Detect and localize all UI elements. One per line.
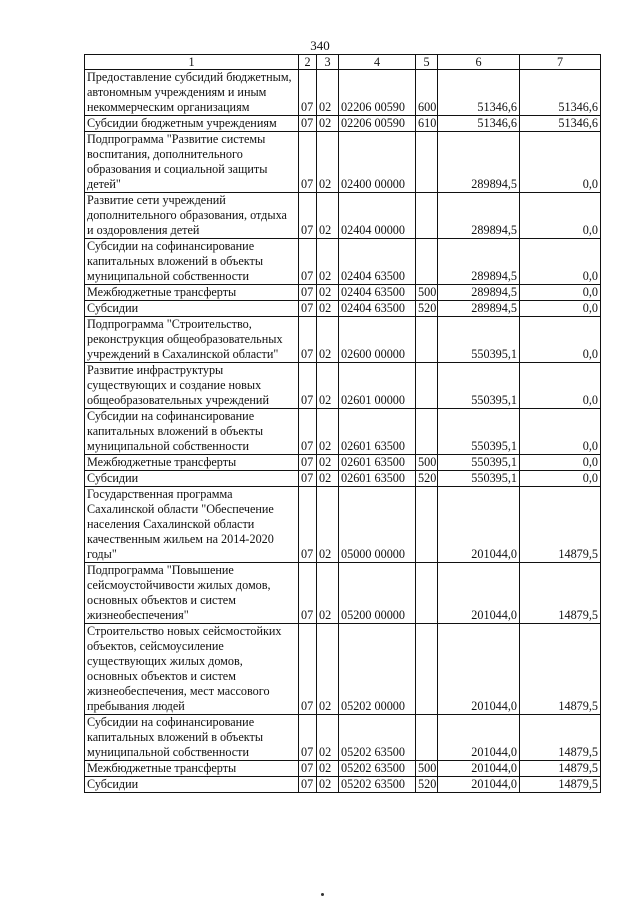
- item-name-cell: Государственная программа Сахалинской области "Обеспечение населения Сахалинской области качественным жильем на 2014-2020 годы": [85, 487, 299, 563]
- amount-col6-cell: 550395,1: [438, 317, 520, 363]
- table-row: [85, 455, 601, 471]
- target-item-code-cell: 05202 63500: [339, 761, 416, 777]
- subsection-code-cell: 02: [317, 563, 339, 624]
- amount-col7-cell: 0,0: [520, 317, 601, 363]
- amount-col7-cell: 0,0: [520, 285, 601, 301]
- amount-col7-cell: 0,0: [520, 239, 601, 285]
- table-row: [85, 301, 601, 317]
- subsection-code-cell: 02: [317, 193, 339, 239]
- column-header-1: 1: [85, 55, 299, 70]
- item-name-cell: Субсидии: [85, 301, 299, 317]
- table-row: [85, 761, 601, 777]
- expense-type-code-cell: [416, 239, 438, 285]
- amount-col6-cell: 550395,1: [438, 363, 520, 409]
- target-item-code-cell: 02601 63500: [339, 471, 416, 487]
- target-item-code-cell: 02206 00590: [339, 70, 416, 116]
- subsection-code-cell: 02: [317, 239, 339, 285]
- column-header-3: 3: [317, 55, 339, 70]
- section-code-cell: 07: [299, 455, 317, 471]
- expense-type-code-cell: [416, 624, 438, 715]
- subsection-code-cell: 02: [317, 317, 339, 363]
- expense-type-code-cell: [416, 409, 438, 455]
- expense-type-code-cell: 500: [416, 455, 438, 471]
- column-header-2: 2: [299, 55, 317, 70]
- item-name-cell: Подпрограмма "Строительство, реконструкция общеобразовательных учреждений в Сахалинской области": [85, 317, 299, 363]
- amount-col7-cell: 14879,5: [520, 624, 601, 715]
- item-name-cell: Субсидии бюджетным учреждениям: [85, 116, 299, 132]
- target-item-code-cell: 02601 63500: [339, 455, 416, 471]
- expense-type-code-cell: 610: [416, 116, 438, 132]
- section-code-cell: 07: [299, 409, 317, 455]
- section-code-cell: 07: [299, 285, 317, 301]
- table-row: [85, 239, 601, 285]
- target-item-code-cell: 02400 00000: [339, 132, 416, 193]
- section-code-cell: 07: [299, 471, 317, 487]
- subsection-code-cell: 02: [317, 715, 339, 761]
- section-code-cell: 07: [299, 715, 317, 761]
- subsection-code-cell: 02: [317, 777, 339, 793]
- expense-type-code-cell: [416, 132, 438, 193]
- amount-col6-cell: 201044,0: [438, 715, 520, 761]
- amount-col6-cell: 51346,6: [438, 116, 520, 132]
- amount-col6-cell: 201044,0: [438, 487, 520, 563]
- budget-table: [84, 54, 601, 793]
- amount-col7-cell: 0,0: [520, 363, 601, 409]
- subsection-code-cell: 02: [317, 487, 339, 563]
- subsection-code-cell: 02: [317, 624, 339, 715]
- amount-col6-cell: 201044,0: [438, 624, 520, 715]
- target-item-code-cell: 05200 00000: [339, 563, 416, 624]
- section-code-cell: 07: [299, 317, 317, 363]
- subsection-code-cell: 02: [317, 116, 339, 132]
- amount-col6-cell: 289894,5: [438, 239, 520, 285]
- table-row: [85, 193, 601, 239]
- expense-type-code-cell: [416, 317, 438, 363]
- amount-col7-cell: 0,0: [520, 193, 601, 239]
- amount-col7-cell: 0,0: [520, 301, 601, 317]
- table-row: [85, 624, 601, 715]
- amount-col7-cell: 14879,5: [520, 563, 601, 624]
- amount-col6-cell: 550395,1: [438, 455, 520, 471]
- item-name-cell: Предоставление субсидий бюджетным, автономным учреждениям и иным некоммерческим организациям: [85, 70, 299, 116]
- target-item-code-cell: 05202 00000: [339, 624, 416, 715]
- table-row: [85, 471, 601, 487]
- amount-col6-cell: 201044,0: [438, 777, 520, 793]
- expense-type-code-cell: [416, 193, 438, 239]
- expense-type-code-cell: 600: [416, 70, 438, 116]
- item-name-cell: Межбюджетные трансферты: [85, 761, 299, 777]
- subsection-code-cell: 02: [317, 70, 339, 116]
- column-header-4: 4: [339, 55, 416, 70]
- section-code-cell: 07: [299, 301, 317, 317]
- expense-type-code-cell: [416, 363, 438, 409]
- target-item-code-cell: 02206 00590: [339, 116, 416, 132]
- table-row: [85, 363, 601, 409]
- section-code-cell: 07: [299, 761, 317, 777]
- target-item-code-cell: 02601 00000: [339, 363, 416, 409]
- item-name-cell: Субсидии на софинансирование капитальных вложений в объекты муниципальной собственности: [85, 409, 299, 455]
- table-row: [85, 777, 601, 793]
- section-code-cell: 07: [299, 624, 317, 715]
- subsection-code-cell: 02: [317, 471, 339, 487]
- target-item-code-cell: 02404 63500: [339, 239, 416, 285]
- table-header-row: [85, 55, 601, 70]
- target-item-code-cell: 02600 00000: [339, 317, 416, 363]
- item-name-cell: Субсидии на софинансирование капитальных вложений в объекты муниципальной собственности: [85, 239, 299, 285]
- item-name-cell: Подпрограмма "Развитие системы воспитания, дополнительного образования и социальной защиты детей": [85, 132, 299, 193]
- table-row: [85, 116, 601, 132]
- subsection-code-cell: 02: [317, 363, 339, 409]
- amount-col6-cell: 201044,0: [438, 761, 520, 777]
- table-row: [85, 563, 601, 624]
- target-item-code-cell: 02404 63500: [339, 285, 416, 301]
- section-code-cell: 07: [299, 487, 317, 563]
- item-name-cell: Подпрограмма "Повышение сейсмоустойчивости жилых домов, основных объектов и систем жизнеобеспечения": [85, 563, 299, 624]
- item-name-cell: Субсидии на софинансирование капитальных вложений в объекты муниципальной собственности: [85, 715, 299, 761]
- target-item-code-cell: 02404 63500: [339, 301, 416, 317]
- expense-type-code-cell: 500: [416, 285, 438, 301]
- subsection-code-cell: 02: [317, 455, 339, 471]
- table-row: [85, 70, 601, 116]
- item-name-cell: Межбюджетные трансферты: [85, 285, 299, 301]
- amount-col7-cell: 0,0: [520, 132, 601, 193]
- target-item-code-cell: 05202 63500: [339, 777, 416, 793]
- expense-type-code-cell: 500: [416, 761, 438, 777]
- section-code-cell: 07: [299, 239, 317, 285]
- amount-col6-cell: 550395,1: [438, 409, 520, 455]
- item-name-cell: Развитие инфраструктуры существующих и создание новых общеобразовательных учреждений: [85, 363, 299, 409]
- subsection-code-cell: 02: [317, 409, 339, 455]
- section-code-cell: 07: [299, 132, 317, 193]
- column-header-7: 7: [520, 55, 601, 70]
- amount-col7-cell: 14879,5: [520, 777, 601, 793]
- section-code-cell: 07: [299, 116, 317, 132]
- section-code-cell: 07: [299, 193, 317, 239]
- table-row: [85, 285, 601, 301]
- column-header-5: 5: [416, 55, 438, 70]
- amount-col7-cell: 0,0: [520, 409, 601, 455]
- item-name-cell: Строительство новых сейсмостойких объектов, сейсмоусиление существующих жилых домов, основных объектов и систем жизнеобеспечения, мест массового пребывания людей: [85, 624, 299, 715]
- amount-col7-cell: 0,0: [520, 471, 601, 487]
- amount-col6-cell: 51346,6: [438, 70, 520, 116]
- amount-col6-cell: 289894,5: [438, 132, 520, 193]
- subsection-code-cell: 02: [317, 132, 339, 193]
- amount-col6-cell: 289894,5: [438, 193, 520, 239]
- section-code-cell: 07: [299, 777, 317, 793]
- item-name-cell: Развитие сети учреждений дополнительного образования, отдыха и оздоровления детей: [85, 193, 299, 239]
- subsection-code-cell: 02: [317, 301, 339, 317]
- table-row: [85, 715, 601, 761]
- table-row: [85, 317, 601, 363]
- expense-type-code-cell: [416, 715, 438, 761]
- target-item-code-cell: 02601 63500: [339, 409, 416, 455]
- table-row: [85, 487, 601, 563]
- amount-col6-cell: 289894,5: [438, 301, 520, 317]
- item-name-cell: Субсидии: [85, 777, 299, 793]
- item-name-cell: Межбюджетные трансферты: [85, 455, 299, 471]
- target-item-code-cell: 05202 63500: [339, 715, 416, 761]
- target-item-code-cell: 02404 00000: [339, 193, 416, 239]
- amount-col7-cell: 51346,6: [520, 116, 601, 132]
- amount-col7-cell: 0,0: [520, 455, 601, 471]
- expense-type-code-cell: [416, 487, 438, 563]
- expense-type-code-cell: [416, 563, 438, 624]
- table-row: [85, 409, 601, 455]
- table-row: [85, 132, 601, 193]
- subsection-code-cell: 02: [317, 285, 339, 301]
- expense-type-code-cell: 520: [416, 471, 438, 487]
- amount-col7-cell: 14879,5: [520, 761, 601, 777]
- amount-col6-cell: 201044,0: [438, 563, 520, 624]
- expense-type-code-cell: 520: [416, 777, 438, 793]
- amount-col7-cell: 14879,5: [520, 715, 601, 761]
- target-item-code-cell: 05000 00000: [339, 487, 416, 563]
- column-header-6: 6: [438, 55, 520, 70]
- amount-col7-cell: 14879,5: [520, 487, 601, 563]
- amount-col6-cell: 550395,1: [438, 471, 520, 487]
- page-number: 340: [310, 38, 330, 53]
- amount-col7-cell: 51346,6: [520, 70, 601, 116]
- expense-type-code-cell: 520: [416, 301, 438, 317]
- subsection-code-cell: 02: [317, 761, 339, 777]
- section-code-cell: 07: [299, 563, 317, 624]
- section-code-cell: 07: [299, 70, 317, 116]
- item-name-cell: Субсидии: [85, 471, 299, 487]
- scan-speck: [321, 893, 324, 896]
- amount-col6-cell: 289894,5: [438, 285, 520, 301]
- section-code-cell: 07: [299, 363, 317, 409]
